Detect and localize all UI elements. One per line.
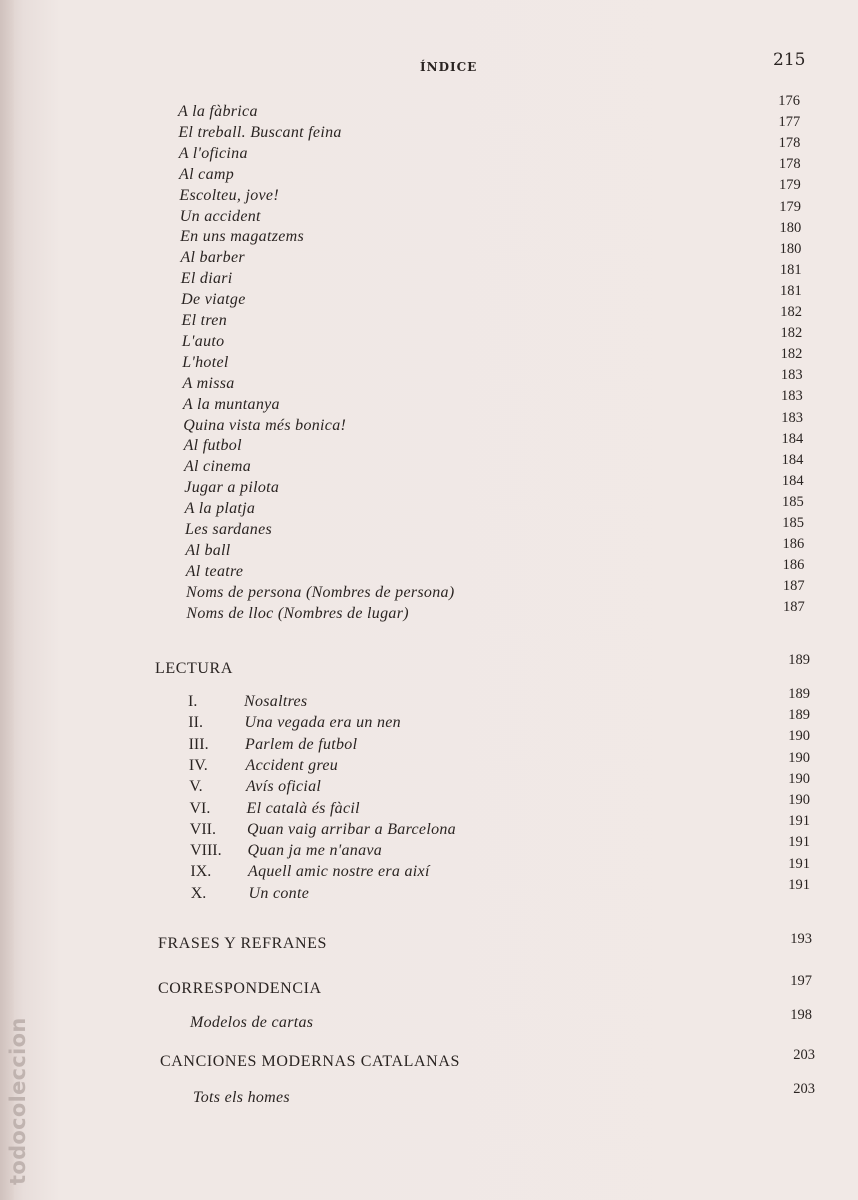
toc-roman-numeral: IV. — [188, 756, 208, 774]
toc-entry: A la fàbrica — [178, 103, 258, 120]
toc-page-number: 187 — [782, 578, 805, 595]
toc-page-number: 183 — [781, 409, 803, 426]
toc-page-number: 183 — [780, 367, 803, 384]
toc-entry: Un conte — [248, 884, 310, 902]
section-title-canciones: CANCIONES MODERNAS CATALANAS — [160, 1053, 460, 1070]
toc-page-number: 190 — [788, 770, 810, 787]
toc-page-number: 184 — [781, 430, 804, 447]
page-number: 215 — [773, 50, 806, 70]
toc-page-number: 179 — [779, 177, 801, 194]
toc-entry: A la platja — [184, 500, 256, 518]
toc-page-number: 189 — [788, 707, 810, 724]
toc-entry: A missa — [182, 374, 235, 392]
toc-entry: Al camp — [179, 165, 235, 183]
toc-entry-tots: Tots els homes — [193, 1089, 290, 1106]
toc-entry: Parlem de futbol — [245, 735, 358, 753]
toc-entry: Al barber — [180, 249, 245, 267]
toc-entry-modelos: Modelos de cartas — [190, 1014, 314, 1031]
toc-page-number: 183 — [781, 388, 803, 405]
section-title-correspondencia: CORRESPONDENCIA — [158, 980, 322, 997]
toc-roman-numeral: I. — [188, 693, 198, 710]
toc-entry: L'auto — [181, 332, 225, 350]
toc-entry: Una vegada era un nen — [244, 714, 401, 732]
toc-entry: Noms de persona (Nombres de persona) — [186, 583, 455, 601]
section-title-frases: FRASES Y REFRANES — [158, 935, 328, 952]
toc-page-number: 184 — [781, 472, 804, 489]
toc-entry: Quina vista més bonica! — [183, 416, 347, 434]
toc-page-number: 191 — [788, 834, 810, 851]
toc-page-number: 185 — [782, 493, 804, 510]
toc-page-number: 191 — [788, 855, 810, 872]
toc-page-number: 191 — [788, 876, 810, 893]
toc-entry: Un accident — [179, 207, 261, 225]
toc-roman-numeral: VI. — [189, 799, 211, 817]
toc-page-number: 178 — [778, 135, 801, 152]
toc-page-number: 186 — [782, 536, 805, 553]
toc-page-number: 178 — [778, 156, 801, 173]
toc-page-number: 180 — [779, 219, 802, 236]
toc-entry: L'hotel — [182, 353, 229, 371]
watermark: todocoleccion — [6, 1017, 30, 1185]
toc-page-number: 177 — [778, 114, 801, 131]
toc-page-number: 184 — [781, 451, 804, 468]
toc-page-number: 181 — [779, 261, 802, 278]
toc-entry: El treball. Buscant feina — [178, 123, 342, 141]
toc-page-number: 182 — [780, 304, 802, 320]
toc-page-number: 179 — [779, 198, 801, 215]
toc-entry: Accident greu — [245, 756, 339, 774]
toc-entry: Al cinema — [183, 458, 252, 476]
toc-page-number: 182 — [780, 325, 803, 342]
toc-entry: Escolteu, jove! — [179, 186, 279, 204]
toc-page-number: 185 — [782, 515, 804, 531]
toc-roman-numeral: II. — [188, 714, 203, 732]
toc-entry: A la muntanya — [182, 395, 280, 413]
toc-entry: Quan ja me n'anava — [247, 842, 383, 860]
section-title-lectura: LECTURA — [155, 660, 233, 677]
toc-entry: Al futbol — [183, 437, 242, 455]
toc-entry: El tren — [181, 312, 227, 329]
toc-roman-numeral: III. — [188, 735, 209, 753]
section-page-frases: 193 — [790, 931, 812, 947]
section-page-lectura: 189 — [788, 652, 810, 668]
page-header-title: ÍNDICE — [420, 60, 478, 74]
toc-page-number: 189 — [788, 686, 810, 702]
toc-page-number: 190 — [788, 792, 810, 808]
toc-entry: Nosaltres — [244, 693, 308, 710]
toc-roman-numeral: IX. — [190, 863, 212, 881]
section-page-canciones: 203 — [793, 1047, 815, 1063]
toc-page-tots: 203 — [793, 1081, 815, 1097]
toc-roman-numeral: V. — [189, 778, 203, 796]
toc-entry: Al ball — [185, 541, 231, 559]
section-page-correspondencia: 197 — [790, 973, 812, 989]
toc-entry: De viatge — [181, 291, 246, 309]
toc-entry: Aquell amic nostre era així — [248, 863, 430, 881]
toc-roman-numeral: X. — [190, 884, 207, 902]
toc-entry: Jugar a pilota — [184, 479, 280, 497]
toc-page-number: 187 — [783, 599, 805, 616]
toc-entry: Noms de lloc (Nombres de lugar) — [186, 604, 409, 622]
toc-roman-numeral: VIII. — [190, 842, 222, 860]
toc-entry: En uns magatzems — [180, 228, 305, 246]
toc-entry: A l'oficina — [178, 144, 248, 162]
toc-entry: Avís oficial — [246, 778, 322, 796]
toc-page-number: 191 — [788, 813, 810, 830]
toc-entry: El català és fàcil — [246, 799, 360, 817]
toc-entry: Quan vaig arribar a Barcelona — [247, 820, 456, 838]
toc-page-number: 176 — [778, 93, 800, 109]
toc-roman-numeral: VII. — [189, 820, 217, 838]
toc-page-number: 180 — [779, 240, 802, 257]
toc-page-modelos: 198 — [790, 1007, 812, 1023]
toc-page-number: 182 — [780, 346, 803, 363]
toc-page-number: 181 — [780, 282, 802, 299]
toc-page-number: 190 — [788, 728, 810, 745]
toc-page-number: 186 — [782, 557, 805, 574]
toc-entry: Les sardanes — [185, 521, 273, 538]
toc-page-number: 190 — [788, 749, 810, 766]
toc-entry: El diari — [180, 270, 233, 288]
toc-entry: Al teatre — [185, 562, 244, 580]
